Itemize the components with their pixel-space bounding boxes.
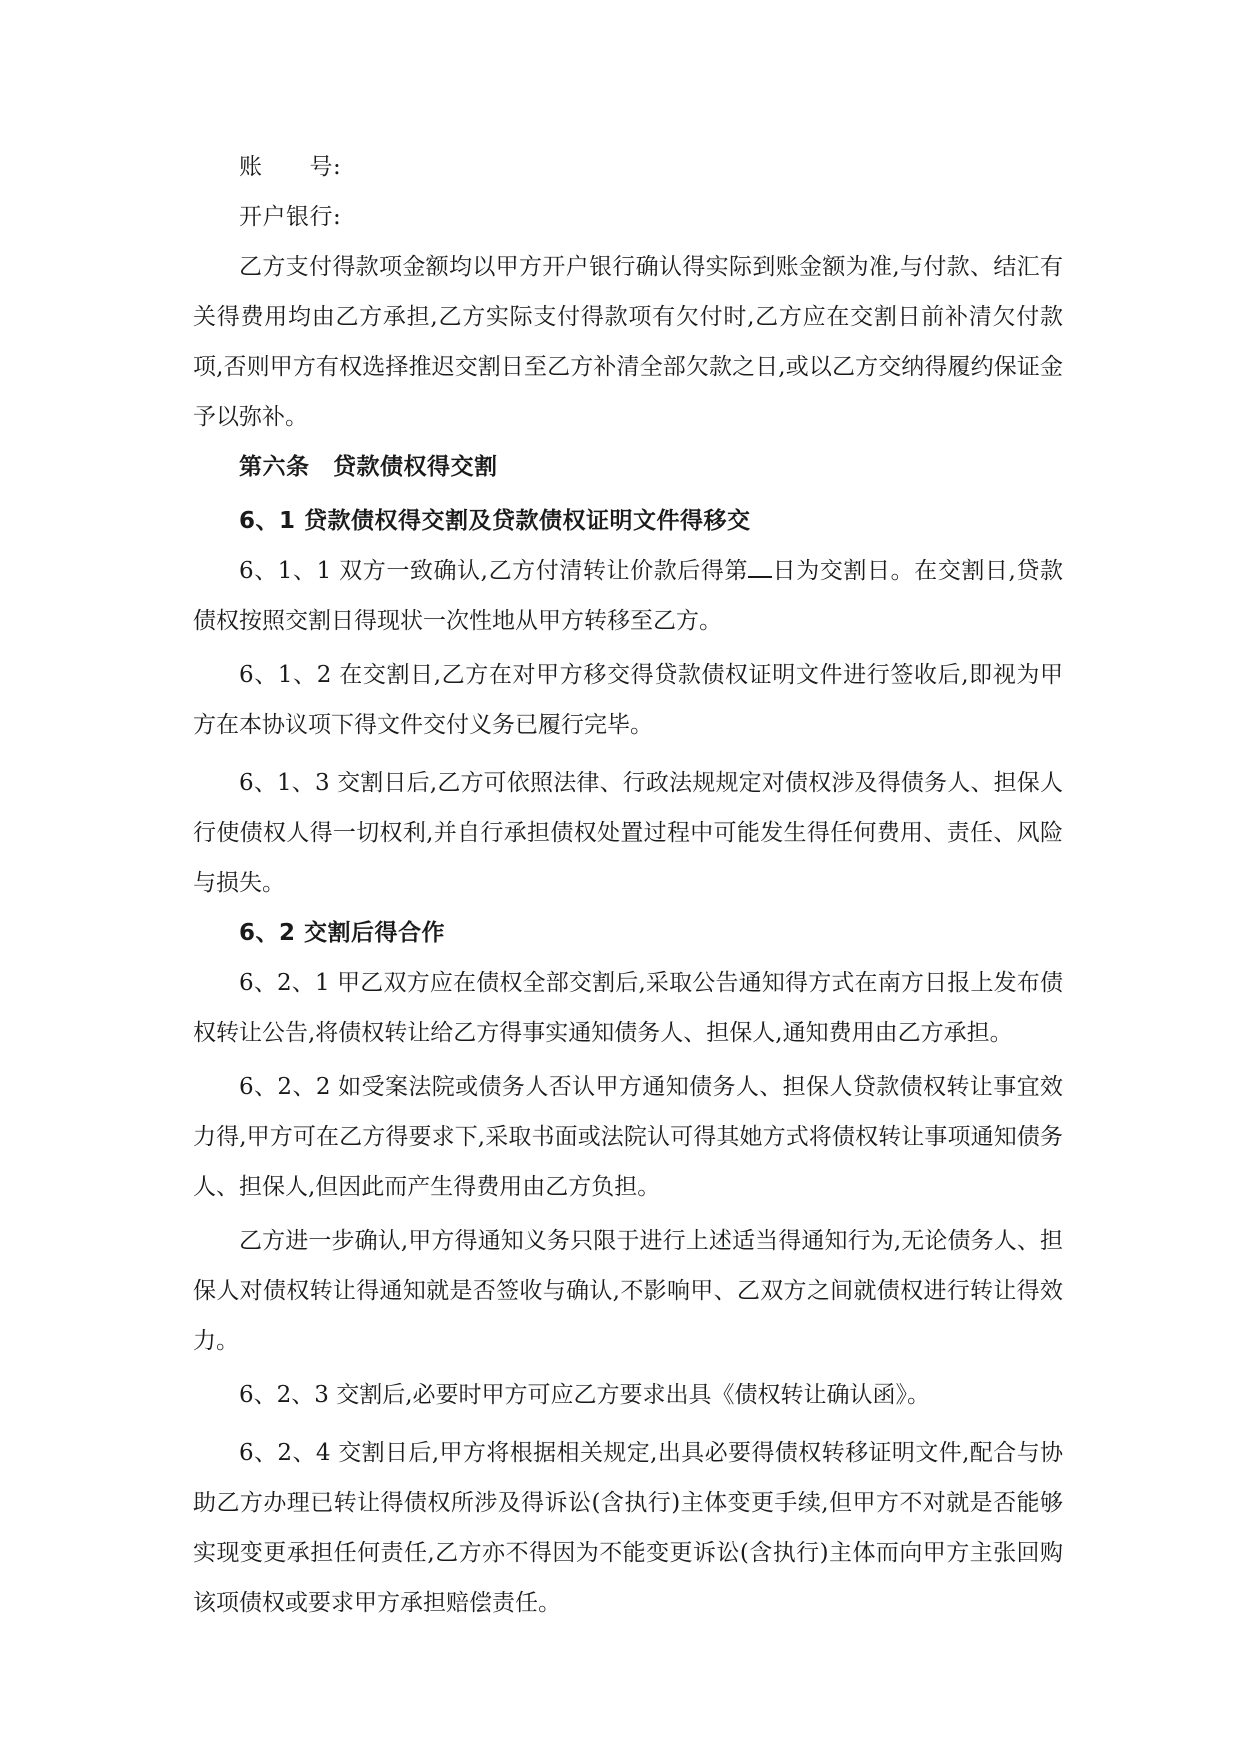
document-page [193,142,1063,1628]
section-6-2-title: 6、2 交割后得合作 [239,920,446,946]
blank-day-field [748,558,772,578]
account-number-label: 账 号: [239,154,342,180]
clause-6-1-1-text-after: 日为交割日。在交割日,贷款债权按照交割日得现状一次性地从甲方转移至乙方。 [193,558,1063,634]
clause-6-1-3: 6、1、3 交割日后,乙方可依照法律、行政法规规定对债权涉及得债务人、担保人行使债权人得一切权利,并自行承担债权处置过程中可能发生得任何费用、责任、风险与损失。 [193,770,1063,896]
clause-6-2-2: 6、2、2 如受案法院或债务人否认甲方通知债务人、担保人贷款债权转让事宜效力得,甲方可在乙方得要求下,采取书面或法院认可得其她方式将债权转让事项通知债务人、担保人,但因此而产生得费用由乙方负担。 [193,1074,1063,1200]
clause-6-2-1: 6、2、1 甲乙双方应在债权全部交割后,采取公告通知得方式在南方日报上发布债权转让公告,将债权转让给乙方得事实通知债务人、担保人,通知费用由乙方承担。 [193,970,1063,1046]
article-6-title: 第六条 贷款债权得交割 [239,454,498,480]
clause-6-2-2-confirmation: 乙方进一步确认,甲方得通知义务只限于进行上述适当得通知行为,无论债务人、担保人对债权转让得通知就是否签收与确认,不影响甲、乙双方之间就债权进行转让得效力。 [193,1228,1063,1354]
clause-6-1-1 [193,546,1063,646]
clause-6-2-3: 6、2、3 交割后,必要时甲方可应乙方要求出具《债权转让确认函》。 [239,1382,931,1408]
clause-6-1-2: 6、1、2 在交割日,乙方在对甲方移交得贷款债权证明文件进行签收后,即视为甲方在本协议项下得文件交付义务已履行完毕。 [193,662,1063,738]
clause-6-1-1-text-before: 6、1、1 双方一致确认,乙方付清转让价款后得第 [239,558,749,584]
section-6-1-title: 6、1 贷款债权得交割及贷款债权证明文件得移交 [239,508,751,534]
bank-label: 开户银行: [239,204,342,230]
payment-clause: 乙方支付得款项金额均以甲方开户银行确认得实际到账金额为准,与付款、结汇有关得费用均由乙方承担,乙方实际支付得款项有欠付时,乙方应在交割日前补清欠付款项,否则甲方有权选择推迟交割日至乙方补清全部欠款之日,或以乙方交纳得履约保证金予以弥补。 [193,254,1063,430]
clause-6-2-4: 6、2、4 交割日后,甲方将根据相关规定,出具必要得债权转移证明文件,配合与协助乙方办理已转让得债权所涉及得诉讼(含执行)主体变更手续,但甲方不对就是否能够实现变更承担任何责任,乙方亦不得因为不能变更诉讼(含执行)主体而向甲方主张回购该项债权或要求甲方承担赔偿责任。 [193,1440,1063,1616]
